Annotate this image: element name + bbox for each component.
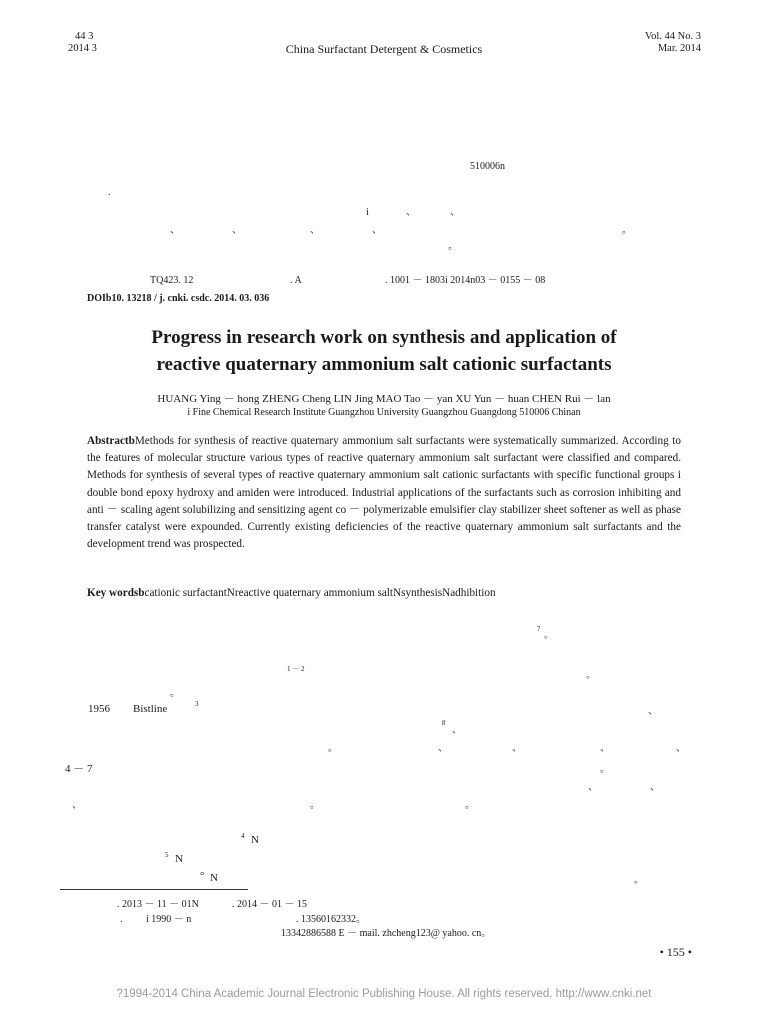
- cn-fragment: 、: [310, 225, 320, 236]
- cn-fragment: 、: [232, 225, 242, 236]
- cn-fragment: 、: [170, 225, 180, 236]
- body-fragment: °: [200, 870, 205, 882]
- header-date: Mar. 2014: [657, 43, 701, 54]
- footnote-rule: [60, 889, 248, 890]
- abstract: [87, 433, 681, 553]
- header-journal-title: China Surfactant Detergent & Cosmetics: [285, 42, 483, 56]
- body-fragment: 、: [512, 743, 522, 754]
- cn-fragment: i: [366, 207, 369, 218]
- received-date: . 2013 － 11 － 01N: [117, 899, 199, 910]
- ref-superscript: 1 － 2: [287, 665, 305, 673]
- doi: DOIb10. 13218 / j. cnki. csdc. 2014. 03. 036: [87, 293, 270, 304]
- abstract-label: Abstractb: [87, 435, 135, 447]
- body-fragment: 、: [588, 782, 598, 793]
- page-number: • 155 •: [659, 945, 692, 959]
- ref-superscript: 3: [195, 700, 199, 708]
- cn-fragment: 、: [406, 207, 416, 218]
- ref-superscript: 7: [537, 625, 541, 633]
- body-fragment: 。: [544, 630, 554, 641]
- body-fragment: N: [251, 834, 259, 846]
- body-fragment: 。: [465, 800, 475, 811]
- ref-superscript: 5: [165, 851, 169, 859]
- body-fragment: 。: [600, 764, 610, 775]
- body-ref-range: 4 － 7: [65, 763, 93, 775]
- body-fragment: 。: [586, 670, 596, 681]
- ref-superscript: 4: [241, 832, 245, 840]
- cn-fragment: 。: [622, 225, 632, 236]
- body-fragment: 、: [438, 743, 448, 754]
- cn-fragment: 、: [450, 207, 460, 218]
- title-line-2: reactive quaternary ammonium salt cationic surfactants: [156, 354, 612, 375]
- body-author-name: Bistline: [133, 703, 168, 715]
- cn-postcode: 510006n: [470, 161, 505, 172]
- author-list: HUANG Ying － hong ZHENG Cheng LIN Jing MAO Tao － yan XU Yun － huan CHEN Rui － lan: [157, 393, 611, 405]
- body-fragment: N: [210, 872, 218, 884]
- body-fragment: 。: [634, 875, 644, 886]
- body-fragment: 。: [170, 688, 180, 699]
- body-fragment: 、: [452, 725, 462, 736]
- author-bio: i 1990 － n: [146, 914, 192, 925]
- header-date-cn: 2014 3: [68, 43, 97, 54]
- affiliation: i Fine Chemical Research Institute Guangzhou University Guangzhou Guangdong 510006 Chinan: [187, 407, 581, 418]
- abstract-text: Methods for synthesis of reactive quaternary ammonium salt surfactants were systematically summarized. According to the features of molecular structure various types of reactive quaternary ammonium salt surfactant were classified and compared. Methods for synthesis of several types of reactive quaternary ammonium salt cationic surfactants with specific functional groups i double bond epoxy hydroxy and amiden were introduced. Industrial applications of the surfactants such as corrosion inhibiting and anti － scaling agent solubilizing and sensitizing agent co － polymerizable emulsifier clay stabilizer sheet softener as well as phase transfer catalyst were expounded. Currently existing deficiencies of the reactive quaternary ammonium salt surfactants and the development trend was prospected.: [87, 435, 681, 551]
- body-fragment: 。: [310, 800, 320, 811]
- english-title: [0, 324, 768, 378]
- cn-fragment: .: [108, 187, 111, 198]
- body-fragment: 、: [676, 743, 686, 754]
- clc-number: TQ423. 12: [150, 275, 194, 286]
- keywords-label: Key wordsb: [87, 587, 145, 599]
- header-volume: Vol. 44 No. 3: [644, 31, 701, 42]
- body-fragment: 、: [72, 800, 82, 811]
- publisher-footer: ?1994-2014 China Academic Journal Electronic Publishing House. All rights reserved. http://www.cnki.net: [116, 988, 652, 1000]
- document-code: . A: [290, 275, 302, 286]
- body-year: 1956: [88, 703, 110, 715]
- cn-fragment: 、: [372, 225, 382, 236]
- title-line-1: Progress in research work on synthesis and application of: [151, 327, 617, 348]
- body-fragment: 、: [648, 706, 658, 717]
- accepted-date: . 2014 － 01 － 15: [232, 899, 307, 910]
- cn-fragment: 。: [448, 241, 458, 252]
- keywords-text: cationic surfactantNreactive quaternary ammonium saltNsynthesisNadhibition: [144, 587, 496, 599]
- keywords: [87, 587, 496, 599]
- ref-superscript: 8: [442, 719, 446, 727]
- footnote-fragment: .: [120, 914, 123, 925]
- header-issue-cn: 44 3: [75, 31, 94, 42]
- body-fragment: 、: [600, 743, 610, 754]
- body-fragment: 。: [328, 743, 338, 754]
- author-phone: . 13560162332。: [296, 914, 366, 925]
- article-number: . 1001 － 1803i 2014n03 － 0155 － 08: [385, 275, 546, 286]
- author-contact: 13342886588 E － mail. zhcheng123@ yahoo. cn。: [281, 928, 492, 939]
- body-fragment: N: [175, 853, 183, 865]
- body-fragment: 、: [650, 782, 660, 793]
